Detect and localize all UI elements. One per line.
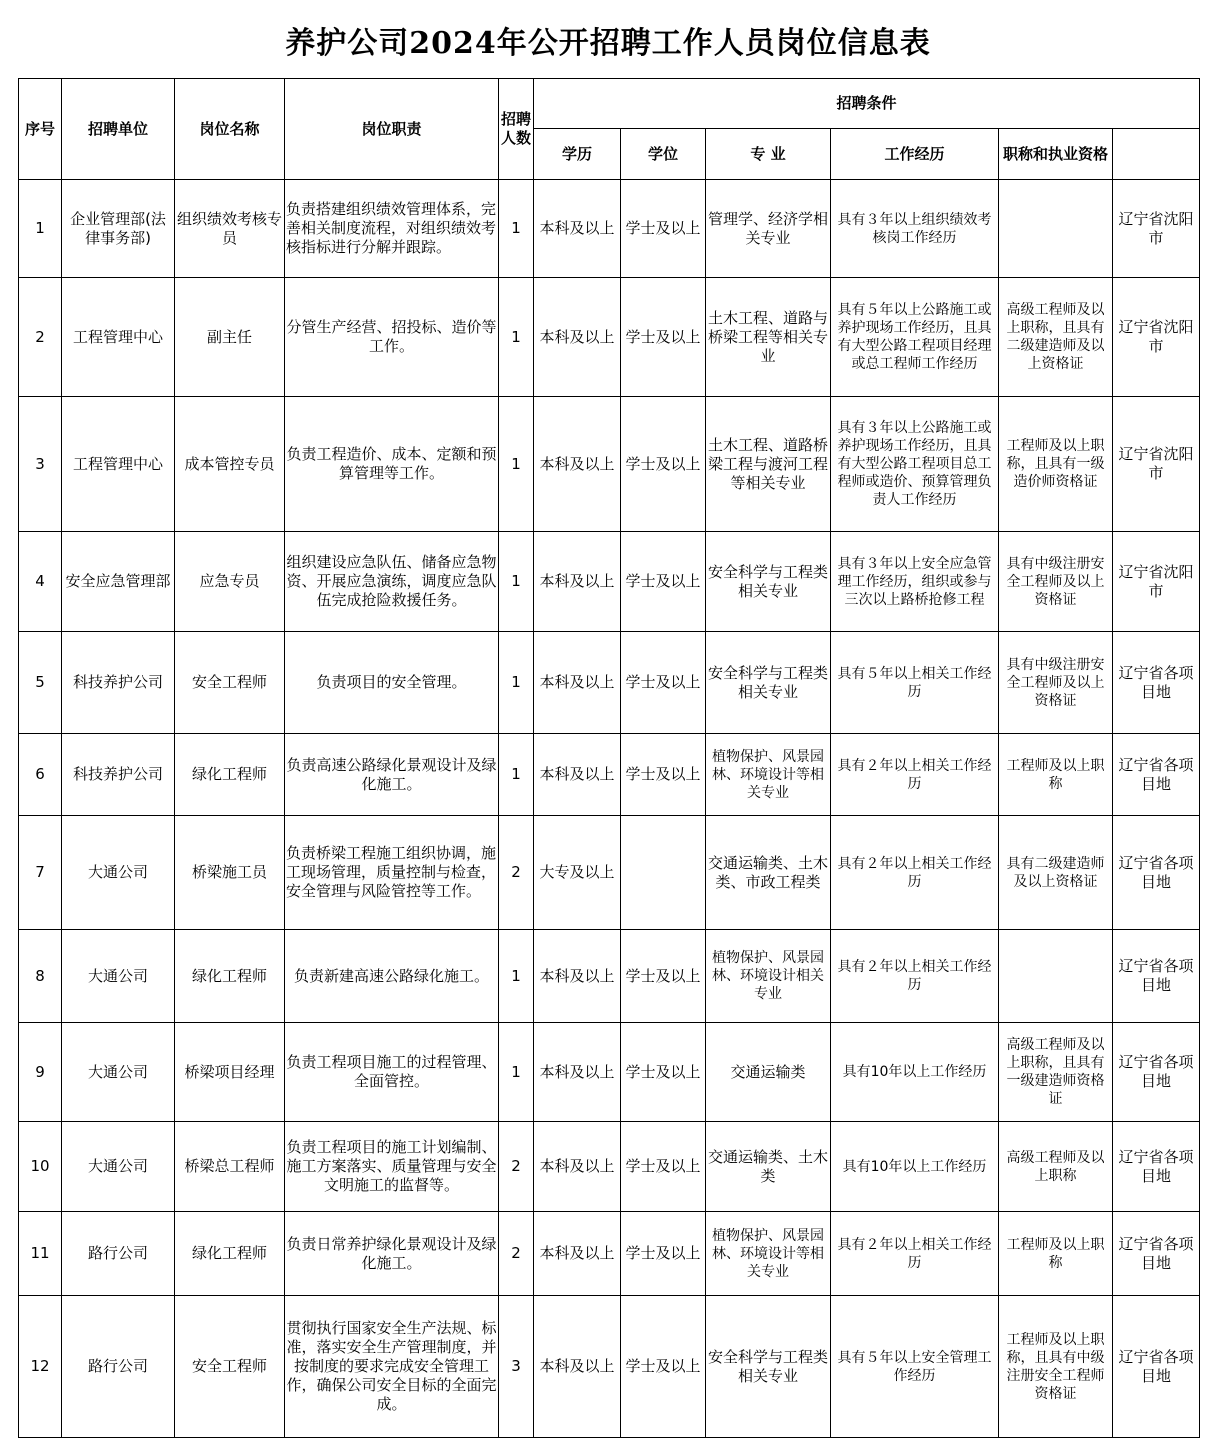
cell-education: 本科及以上 — [534, 532, 621, 632]
cell-degree — [621, 816, 706, 930]
cell-qualification: 具有中级注册安全工程师及以上资格证 — [999, 632, 1113, 734]
cell-count: 1 — [499, 397, 534, 532]
cell-education: 本科及以上 — [534, 278, 621, 397]
cell-position: 桥梁项目经理 — [175, 1023, 285, 1122]
cell-qualification: 具有中级注册安全工程师及以上资格证 — [999, 532, 1113, 632]
cell-location: 辽宁省各项目地 — [1113, 1122, 1200, 1212]
cell-degree: 学士及以上 — [621, 397, 706, 532]
table-row — [19, 632, 1200, 734]
cell-count: 2 — [499, 1122, 534, 1212]
cell-seq: 5 — [19, 632, 62, 734]
cell-major: 土木工程、道路桥梁工程与渡河工程等相关专业 — [706, 397, 831, 532]
page-title: 养护公司2024年公开招聘工作人员岗位信息表 — [285, 26, 931, 61]
cell-education: 本科及以上 — [534, 632, 621, 734]
cell-degree: 学士及以上 — [621, 532, 706, 632]
cell-unit: 工程管理中心 — [62, 397, 175, 532]
cell-experience: 具有５年以上公路施工或养护现场工作经历，且具有大型公路工程项目经理或总工程师工作经历 — [831, 278, 999, 397]
cell-qualification: 工程师及以上职称，且具有一级造价师资格证 — [999, 397, 1113, 532]
cell-duty: 负责日常养护绿化景观设计及绿化施工。 — [285, 1212, 499, 1296]
table-row — [19, 397, 1200, 532]
cell-location: 辽宁省各项目地 — [1113, 930, 1200, 1023]
cell-seq: 4 — [19, 532, 62, 632]
cell-duty: 负责搭建组织绩效管理体系，完善相关制度流程，对组织绩效考核指标进行分解并跟踪。 — [285, 180, 499, 278]
cell-degree: 学士及以上 — [621, 632, 706, 734]
table-row — [19, 930, 1200, 1023]
cell-unit: 路行公司 — [62, 1296, 175, 1438]
cell-duty: 负责项目的安全管理。 — [285, 632, 499, 734]
cell-duty: 贯彻执行国家安全生产法规、标准，落实安全生产管理制度，并按制度的要求完成安全管理工作，确保公司安全目标的全面完成。 — [285, 1296, 499, 1438]
table-row — [19, 1023, 1200, 1122]
cell-duty: 分管生产经营、招投标、造价等工作。 — [285, 278, 499, 397]
cell-seq: 12 — [19, 1296, 62, 1438]
table-row — [19, 734, 1200, 816]
cell-position: 组织绩效考核专员 — [175, 180, 285, 278]
cell-seq: 7 — [19, 816, 62, 930]
cell-position: 成本管控专员 — [175, 397, 285, 532]
cell-major: 植物保护、风景园林、环境设计等相关专业 — [706, 1212, 831, 1296]
cell-qualification: 具有二级建造师及以上资格证 — [999, 816, 1113, 930]
cell-unit: 科技养护公司 — [62, 632, 175, 734]
cell-major: 交通运输类、土木类、市政工程类 — [706, 816, 831, 930]
cell-major: 管理学、经济学相关专业 — [706, 180, 831, 278]
cell-position: 绿化工程师 — [175, 1212, 285, 1296]
cell-seq: 2 — [19, 278, 62, 397]
cell-position: 安全工程师 — [175, 632, 285, 734]
cell-location: 辽宁省各项目地 — [1113, 734, 1200, 816]
cell-degree: 学士及以上 — [621, 180, 706, 278]
cell-location: 辽宁省沈阳市 — [1113, 180, 1200, 278]
cell-qualification: 高级工程师及以上职称 — [999, 1122, 1113, 1212]
cell-count: 1 — [499, 180, 534, 278]
header-conditions: 招聘条件 — [534, 79, 1200, 129]
cell-count: 2 — [499, 816, 534, 930]
cell-unit: 大通公司 — [62, 816, 175, 930]
cell-seq: 9 — [19, 1023, 62, 1122]
cell-degree: 学士及以上 — [621, 930, 706, 1023]
cell-duty: 负责工程造价、成本、定额和预算管理等工作。 — [285, 397, 499, 532]
cell-position: 安全工程师 — [175, 1296, 285, 1438]
cell-position: 桥梁总工程师 — [175, 1122, 285, 1212]
cell-education: 本科及以上 — [534, 930, 621, 1023]
cell-qualification: 工程师及以上职称 — [999, 734, 1113, 816]
header-count: 招聘人数 — [499, 79, 534, 180]
cell-unit: 科技养护公司 — [62, 734, 175, 816]
cell-qualification: 工程师及以上职称，且具有中级注册安全工程师资格证 — [999, 1296, 1113, 1438]
cell-duty: 组织建设应急队伍、储备应急物资、开展应急演练，调度应急队伍完成抢险救援任务。 — [285, 532, 499, 632]
header-position: 岗位名称 — [175, 79, 285, 180]
cell-count: 1 — [499, 1023, 534, 1122]
table-row — [19, 180, 1200, 278]
header-experience: 工作经历 — [831, 129, 999, 180]
header-duty: 岗位职责 — [285, 79, 499, 180]
cell-duty: 负责高速公路绿化景观设计及绿化施工。 — [285, 734, 499, 816]
cell-location: 辽宁省各项目地 — [1113, 1296, 1200, 1438]
cell-degree: 学士及以上 — [621, 1296, 706, 1438]
cell-education: 大专及以上 — [534, 816, 621, 930]
header-seq: 序号 — [19, 79, 62, 180]
cell-experience: 具有10年以上工作经历 — [831, 1122, 999, 1212]
cell-seq: 3 — [19, 397, 62, 532]
header-unit: 招聘单位 — [62, 79, 175, 180]
cell-major: 安全科学与工程类相关专业 — [706, 532, 831, 632]
cell-qualification: 工程师及以上职称 — [999, 1212, 1113, 1296]
cell-seq: 10 — [19, 1122, 62, 1212]
cell-major: 土木工程、道路与桥梁工程等相关专业 — [706, 278, 831, 397]
cell-count: 1 — [499, 532, 534, 632]
cell-qualification — [999, 930, 1113, 1023]
cell-experience: 具有２年以上相关工作经历 — [831, 816, 999, 930]
cell-location: 辽宁省各项目地 — [1113, 1023, 1200, 1122]
cell-count: 1 — [499, 278, 534, 397]
cell-degree: 学士及以上 — [621, 1212, 706, 1296]
cell-experience: 具有２年以上相关工作经历 — [831, 734, 999, 816]
cell-location: 辽宁省各项目地 — [1113, 816, 1200, 930]
cell-major: 交通运输类 — [706, 1023, 831, 1122]
cell-location: 辽宁省各项目地 — [1113, 1212, 1200, 1296]
cell-degree: 学士及以上 — [621, 734, 706, 816]
cell-duty: 负责桥梁工程施工组织协调，施工现场管理，质量控制与检查，安全管理与风险管控等工作。 — [285, 816, 499, 930]
cell-duty: 负责工程项目的施工计划编制、施工方案落实、质量管理与安全文明施工的监督等。 — [285, 1122, 499, 1212]
cell-major: 植物保护、风景园林、环境设计等相关专业 — [706, 734, 831, 816]
cell-major: 安全科学与工程类相关专业 — [706, 1296, 831, 1438]
cell-position: 桥梁施工员 — [175, 816, 285, 930]
cell-seq: 11 — [19, 1212, 62, 1296]
cell-education: 本科及以上 — [534, 1212, 621, 1296]
cell-unit: 大通公司 — [62, 1122, 175, 1212]
table-row — [19, 278, 1200, 397]
cell-position: 副主任 — [175, 278, 285, 397]
cell-experience: 具有３年以上安全应急管理工作经历，组织或参与三次以上路桥抢修工程 — [831, 532, 999, 632]
cell-education: 本科及以上 — [534, 734, 621, 816]
cell-degree: 学士及以上 — [621, 278, 706, 397]
cell-duty: 负责新建高速公路绿化施工。 — [285, 930, 499, 1023]
header-qualification: 职称和执业资格 — [999, 129, 1113, 180]
cell-experience: 具有10年以上工作经历 — [831, 1023, 999, 1122]
cell-unit: 企业管理部(法律事务部) — [62, 180, 175, 278]
cell-location: 辽宁省沈阳市 — [1113, 278, 1200, 397]
cell-degree: 学士及以上 — [621, 1023, 706, 1122]
cell-count: 2 — [499, 1212, 534, 1296]
cell-location: 辽宁省沈阳市 — [1113, 397, 1200, 532]
cell-major: 交通运输类、土木类 — [706, 1122, 831, 1212]
table-row — [19, 1122, 1200, 1212]
header-degree: 学位 — [621, 129, 706, 180]
cell-education: 本科及以上 — [534, 180, 621, 278]
cell-qualification: 高级工程师及以上职称，且具有二级建造师及以上资格证 — [999, 278, 1113, 397]
table-row — [19, 816, 1200, 930]
cell-unit: 大通公司 — [62, 1023, 175, 1122]
cell-seq: 8 — [19, 930, 62, 1023]
cell-education: 本科及以上 — [534, 1023, 621, 1122]
header-education: 学历 — [534, 129, 621, 180]
cell-experience: 具有３年以上组织绩效考核岗工作经历 — [831, 180, 999, 278]
cell-major: 安全科学与工程类相关专业 — [706, 632, 831, 734]
cell-experience: 具有５年以上安全管理工作经历 — [831, 1296, 999, 1438]
cell-count: 3 — [499, 1296, 534, 1438]
cell-position: 应急专员 — [175, 532, 285, 632]
cell-seq: 6 — [19, 734, 62, 816]
cell-unit: 工程管理中心 — [62, 278, 175, 397]
table-row — [19, 1296, 1200, 1438]
cell-degree: 学士及以上 — [621, 1122, 706, 1212]
cell-count: 1 — [499, 734, 534, 816]
table-row — [19, 532, 1200, 632]
cell-experience: 具有２年以上相关工作经历 — [831, 1212, 999, 1296]
cell-location: 辽宁省沈阳市 — [1113, 532, 1200, 632]
cell-count: 1 — [499, 632, 534, 734]
cell-qualification — [999, 180, 1113, 278]
cell-education: 本科及以上 — [534, 1122, 621, 1212]
cell-position: 绿化工程师 — [175, 930, 285, 1023]
cell-unit: 大通公司 — [62, 930, 175, 1023]
cell-seq: 1 — [19, 180, 62, 278]
cell-unit: 安全应急管理部 — [62, 532, 175, 632]
table-row — [19, 1212, 1200, 1296]
cell-education: 本科及以上 — [534, 1296, 621, 1438]
header-major: 专 业 — [706, 129, 831, 180]
recruitment-table — [18, 78, 1200, 1438]
cell-duty: 负责工程项目施工的过程管理、全面管控。 — [285, 1023, 499, 1122]
cell-count: 1 — [499, 930, 534, 1023]
cell-unit: 路行公司 — [62, 1212, 175, 1296]
cell-experience: 具有３年以上公路施工或养护现场工作经历，且具有大型公路工程项目总工程师或造价、预算管理负责人工作经历 — [831, 397, 999, 532]
cell-position: 绿化工程师 — [175, 734, 285, 816]
cell-qualification: 高级工程师及以上职称，且具有一级建造师资格证 — [999, 1023, 1113, 1122]
cell-education: 本科及以上 — [534, 397, 621, 532]
cell-location: 辽宁省各项目地 — [1113, 632, 1200, 734]
cell-experience: 具有２年以上相关工作经历 — [831, 930, 999, 1023]
cell-major: 植物保护、风景园林、环境设计相关专业 — [706, 930, 831, 1023]
cell-experience: 具有５年以上相关工作经历 — [831, 632, 999, 734]
